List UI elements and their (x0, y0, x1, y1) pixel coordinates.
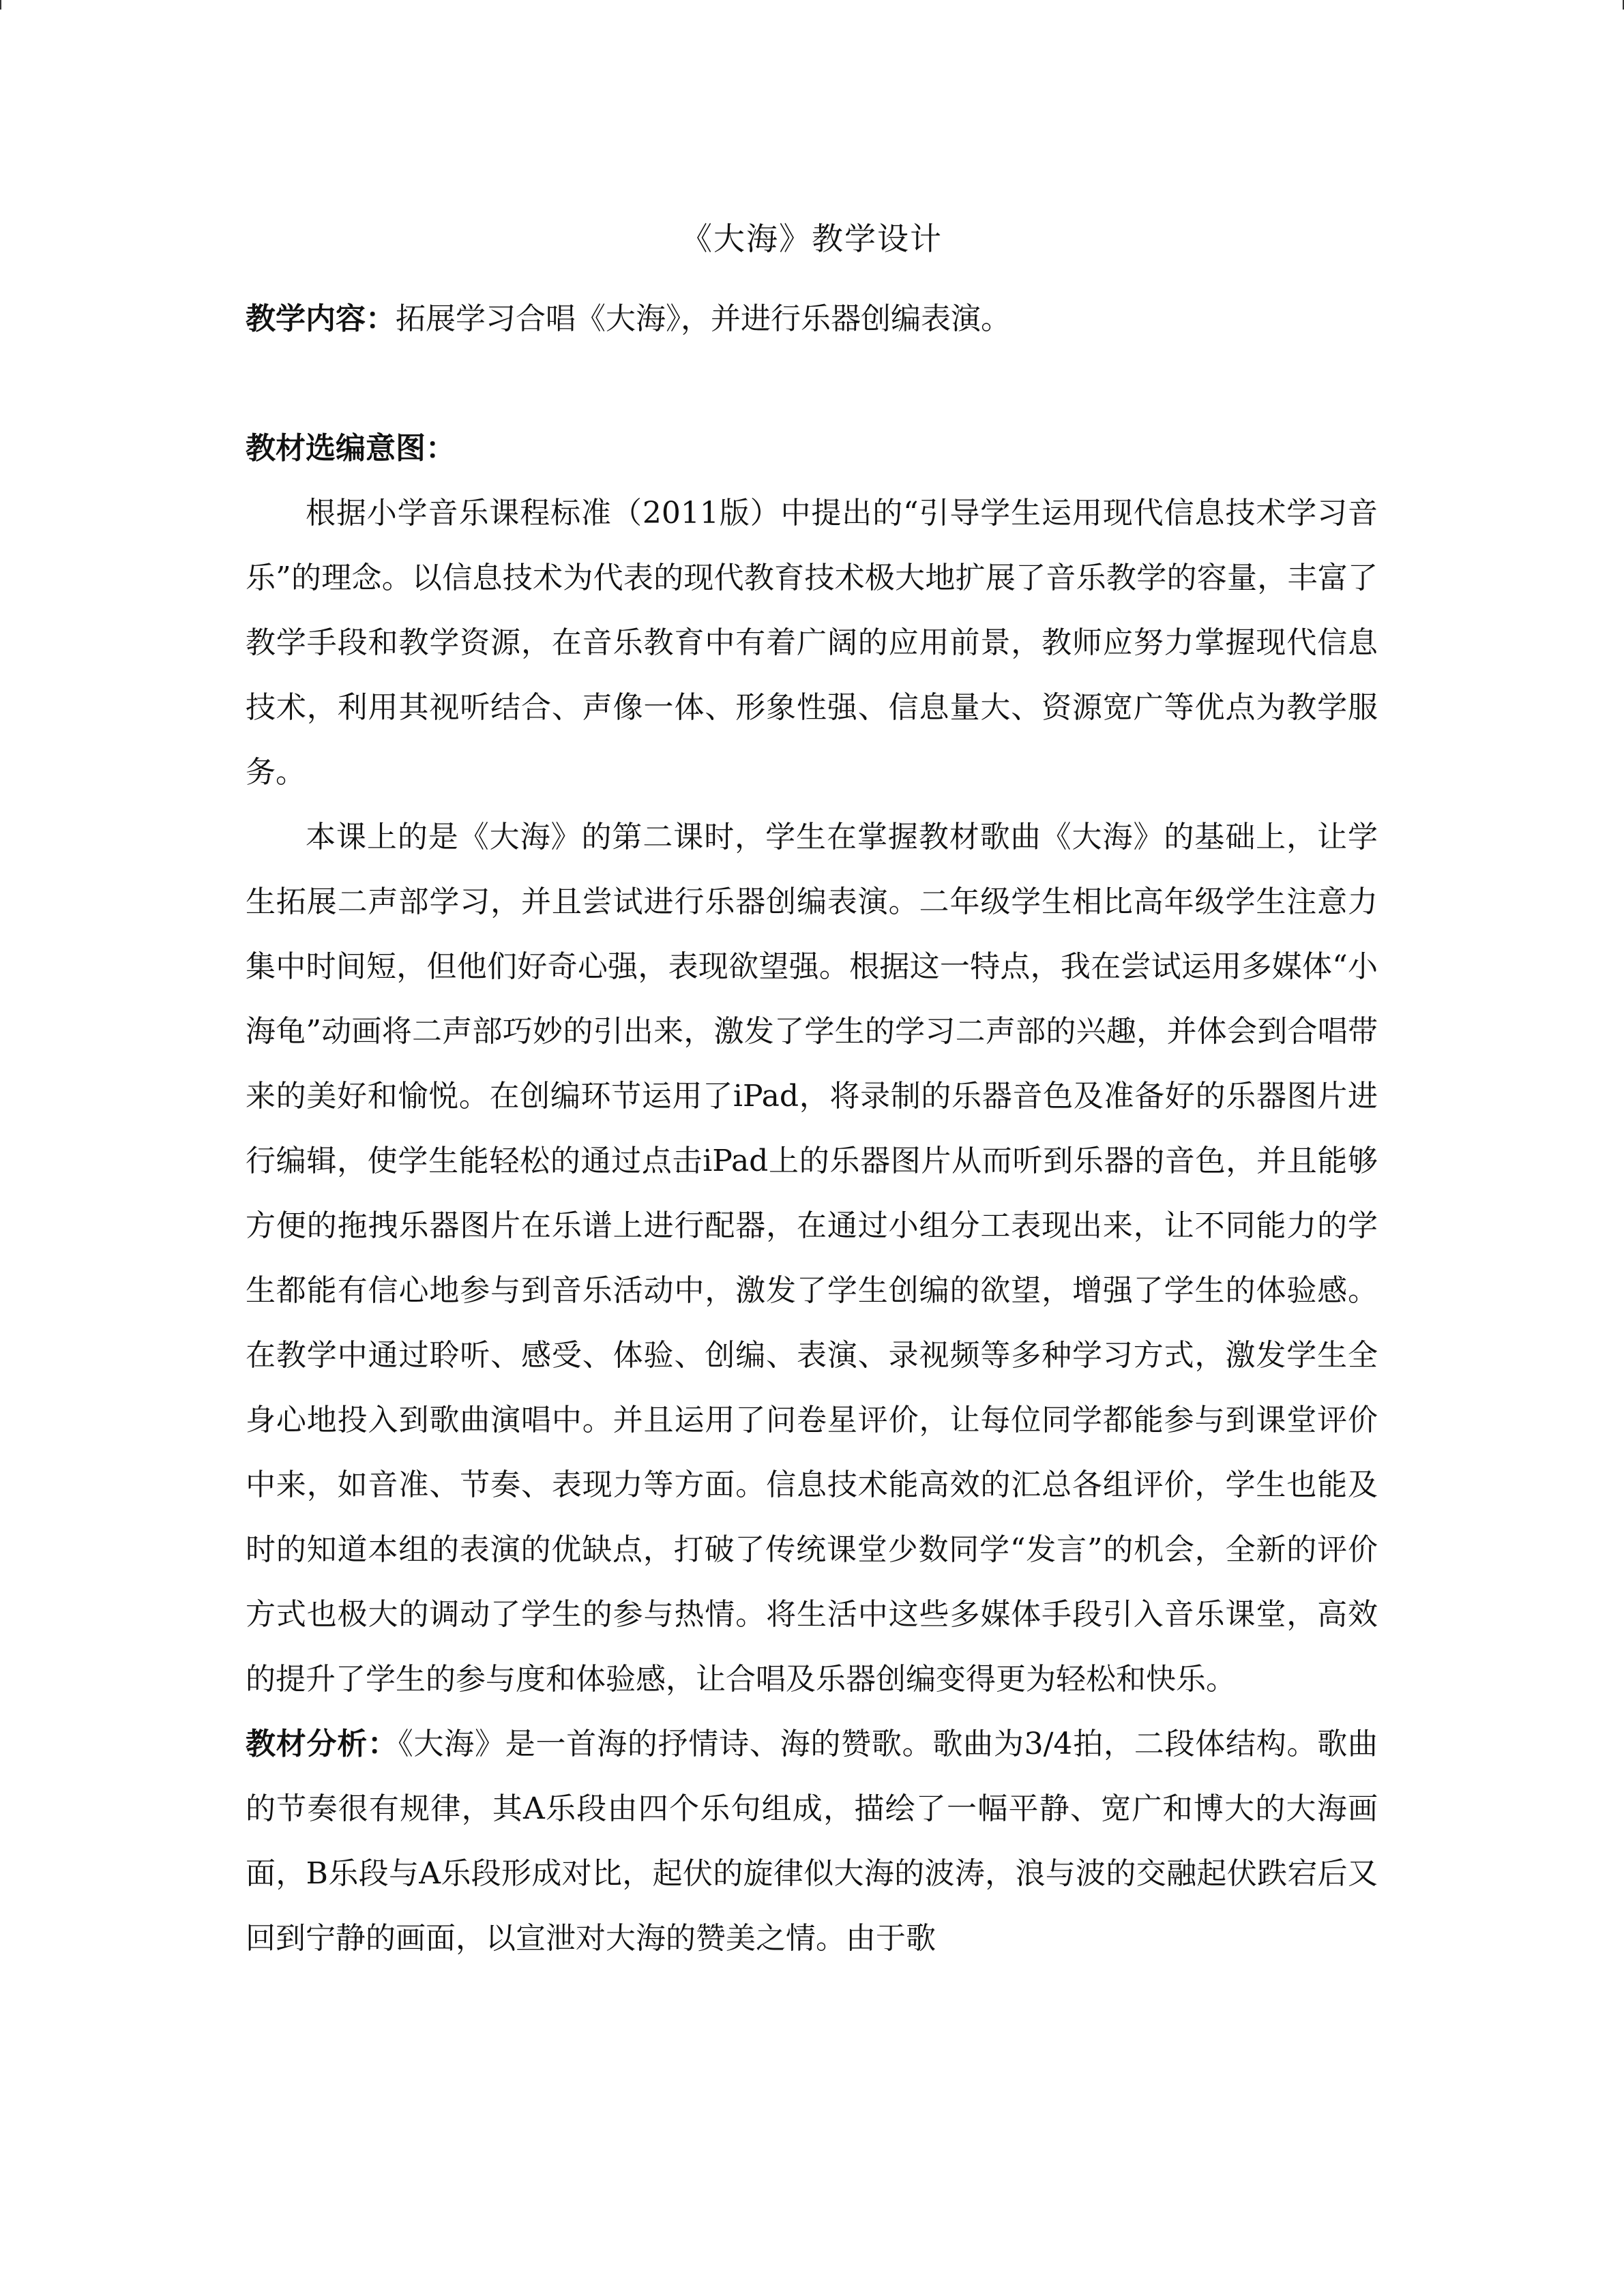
analysis-text: 《大海》是一首海的抒情诗、海的赞歌。歌曲为3/4拍，二段体结构。歌曲的节奏很有规律，其A乐段由四个乐句组成，描绘了一幅平静、宽广和博大的大海画面，B乐段与A乐段形成对比，起伏的旋律似大海的波涛，浪与波的交融起伏跌宕后又回到宁静的画面，以宣泄对大海的赞美之情。由于歌 (246, 1727, 1378, 1956)
intent-heading: 教材选编意图： (246, 431, 456, 466)
document-title: 《大海》教学设计 (681, 220, 943, 257)
blank-line (246, 351, 1378, 416)
teaching-content-text: 拓展学习合唱《大海》，并进行乐器创编表演。 (396, 301, 1011, 336)
page-corner-mark-left (0, 0, 1, 10)
analysis-label: 教材分析： (246, 1727, 398, 1761)
document-body (246, 191, 1378, 1971)
teaching-content-label: 教学内容： (246, 301, 396, 336)
analysis-paragraph (246, 1712, 1378, 1971)
teaching-content-line (246, 286, 1378, 351)
intent-paragraph-1: 根据小学音乐课程标准（2011版）中提出的“引导学生运用现代信息技术学习音乐”的理念。以信息技术为代表的现代教育技术极大地扩展了音乐教学的容量，丰富了教学手段和教学资源，在音乐教育中有着广阔的应用前景，教师应努力掌握现代信息技术，利用其视听结合、声像一体、形象性强、信息量大、资源宽广等优点为教学服务。 (246, 496, 1378, 790)
intent-paragraph-2: 本课上的是《大海》的第二课时，学生在掌握教材歌曲《大海》的基础上，让学生拓展二声部学习，并且尝试进行乐器创编表演。二年级学生相比高年级学生注意力集中时间短，但他们好奇心强，表现欲望强。根据这一特点，我在尝试运用多媒体“小海龟”动画将二声部巧妙的引出来，激发了学生的学习二声部的兴趣，并体会到合唱带来的美好和愉悦。在创编环节运用了iPad，将录制的乐器音色及准备好的乐器图片进行编辑，使学生能轻松的通过点击iPad上的乐器图片从而听到乐器的音色，并且能够方便的拖拽乐器图片在乐谱上进行配器，在通过小组分工表现出来，让不同能力的学生都能有信心地参与到音乐活动中，激发了学生创编的欲望，增强了学生的体验感。在教学中通过聆听、感受、体验、创编、表演、录视频等多种学习方式，激发学生全身心地投入到歌曲演唱中。并且运用了问卷星评价，让每位同学都能参与到课堂评价中来，如音准、节奏、表现力等方面。信息技术能高效的汇总各组评价，学生也能及时的知道本组的表演的优缺点，打破了传统课堂少数同学“发言”的机会，全新的评价方式也极大的调动了学生的参与热情。将生活中这些多媒体手段引入音乐课堂，高效的提升了学生的参与度和体验感，让合唱及乐器创编变得更为轻松和快乐。 (246, 820, 1378, 1697)
intent-heading-line (246, 416, 1378, 481)
